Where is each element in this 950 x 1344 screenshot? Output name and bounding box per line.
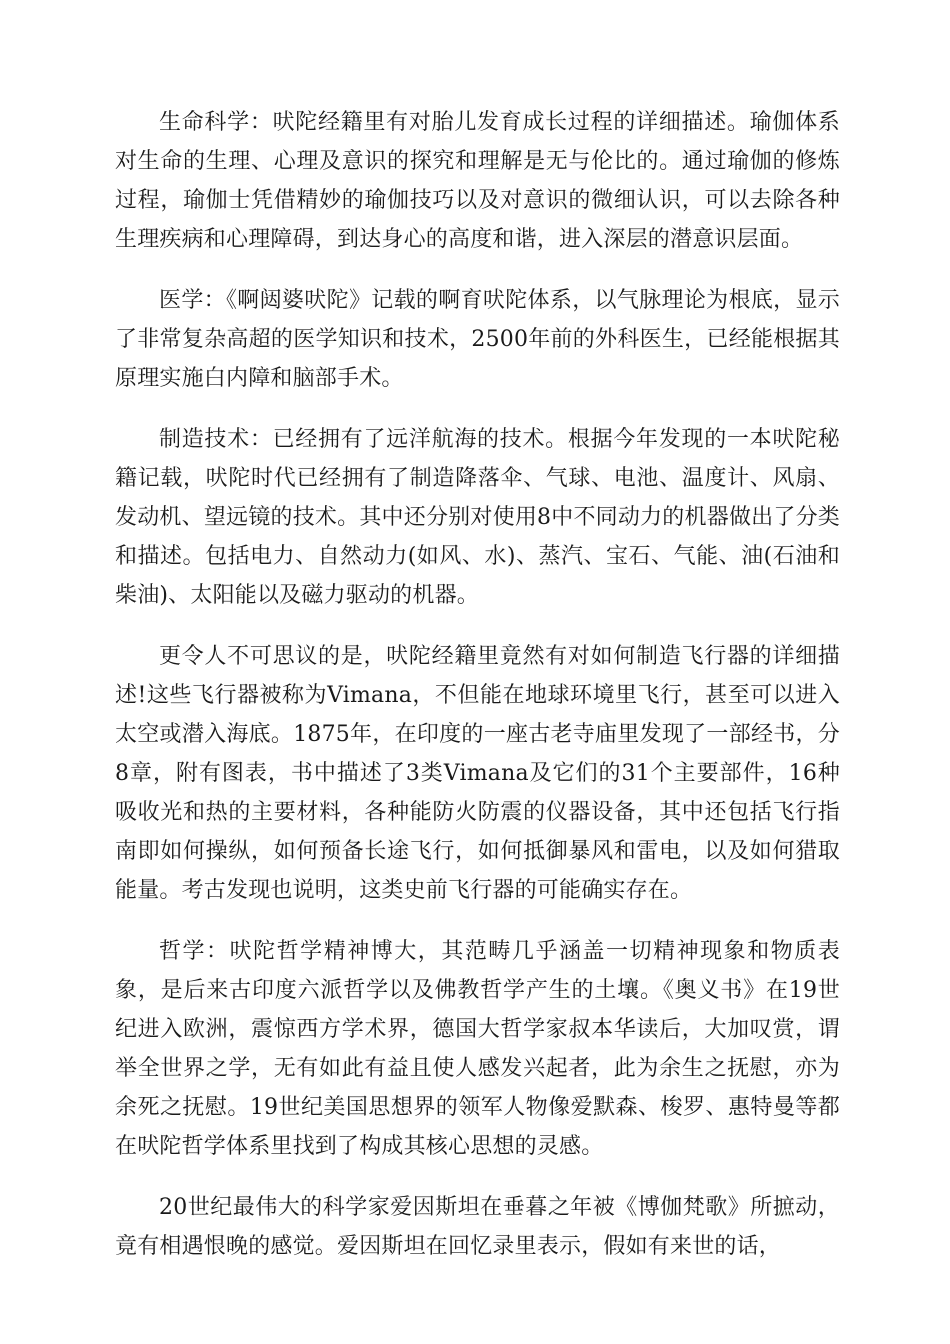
paragraph-philosophy: 哲学：吠陀哲学精神博大，其范畴几乎涵盖一切精神现象和物质表象，是后来古印度六派哲学以及佛教哲学产生的土壤。《奥义书》在19世纪进入欧洲，震惊西方学术界，德国大哲学家叔本华读后，大加叹赏，谓举全世界之学，无有如此有益且使人感发兴起者，此为余生之抚慰，亦为余死之抚慰。19世纪美国思想界的领军人物像爱默森、梭罗、惠特曼等都在吠陀哲学体系里找到了构成其核心思想的灵感。 [115,939,840,1159]
paragraph-vimana: 更令人不可思议的是，吠陀经籍里竟然有对如何制造飞行器的详细描述!这些飞行器被称为Vimana，不但能在地球环境里飞行，甚至可以进入太空或潜入海底。1875年，在印度的一座古老寺庙里发现了一部经书，分8章，附有图表，书中描述了3类Vimana及它们的31个主要部件，16种吸收光和热的主要材料，各种能防火防震的仪器设备，其中还包括飞行指南即如何操纵，如何预备长途飞行，如何抵御暴风和雷电，以及如何猎取能量。考古发现也说明，这类史前飞行器的可能确实存在。 [115,644,840,903]
paragraph-medicine: 医学：《啊闼婆吠陀》记载的啊育吠陀体系，以气脉理论为根底，显示了非常复杂高超的医学知识和技术，2500年前的外科医生，已经能根据其原理实施白内障和脑部手术。 [115,288,840,391]
document-body [115,103,840,1288]
paragraph-einstein: 20世纪最伟大的科学家爱因斯坦在垂暮之年被《博伽梵歌》所摭动，竟有相遇恨晚的感觉。爱因斯坦在回忆录里表示，假如有来世的话， [115,1195,840,1259]
paragraph-manufacturing: 制造技术：已经拥有了远洋航海的技术。根据今年发现的一本吠陀秘籍记载，吠陀时代已经拥有了制造降落伞、气球、电池、温度计、风扇、发动机、望远镜的技术。其中还分别对使用8中不同动力的机器做出了分类和描述。包括电力、自然动力(如风、水)、蒸汽、宝石、气能、油(石油和柴油)、太阳能以及磁力驱动的机器。 [115,427,840,608]
paragraph-life-science: 生命科学：吠陀经籍里有对胎儿发育成长过程的详细描述。瑜伽体系对生命的生理、心理及意识的探究和理解是无与伦比的。通过瑜伽的修炼过程，瑜伽士凭借精妙的瑜伽技巧以及对意识的微细认识，可以去除各种生理疾病和心理障碍，到达身心的高度和谐，进入深层的潜意识层面。 [115,110,840,252]
